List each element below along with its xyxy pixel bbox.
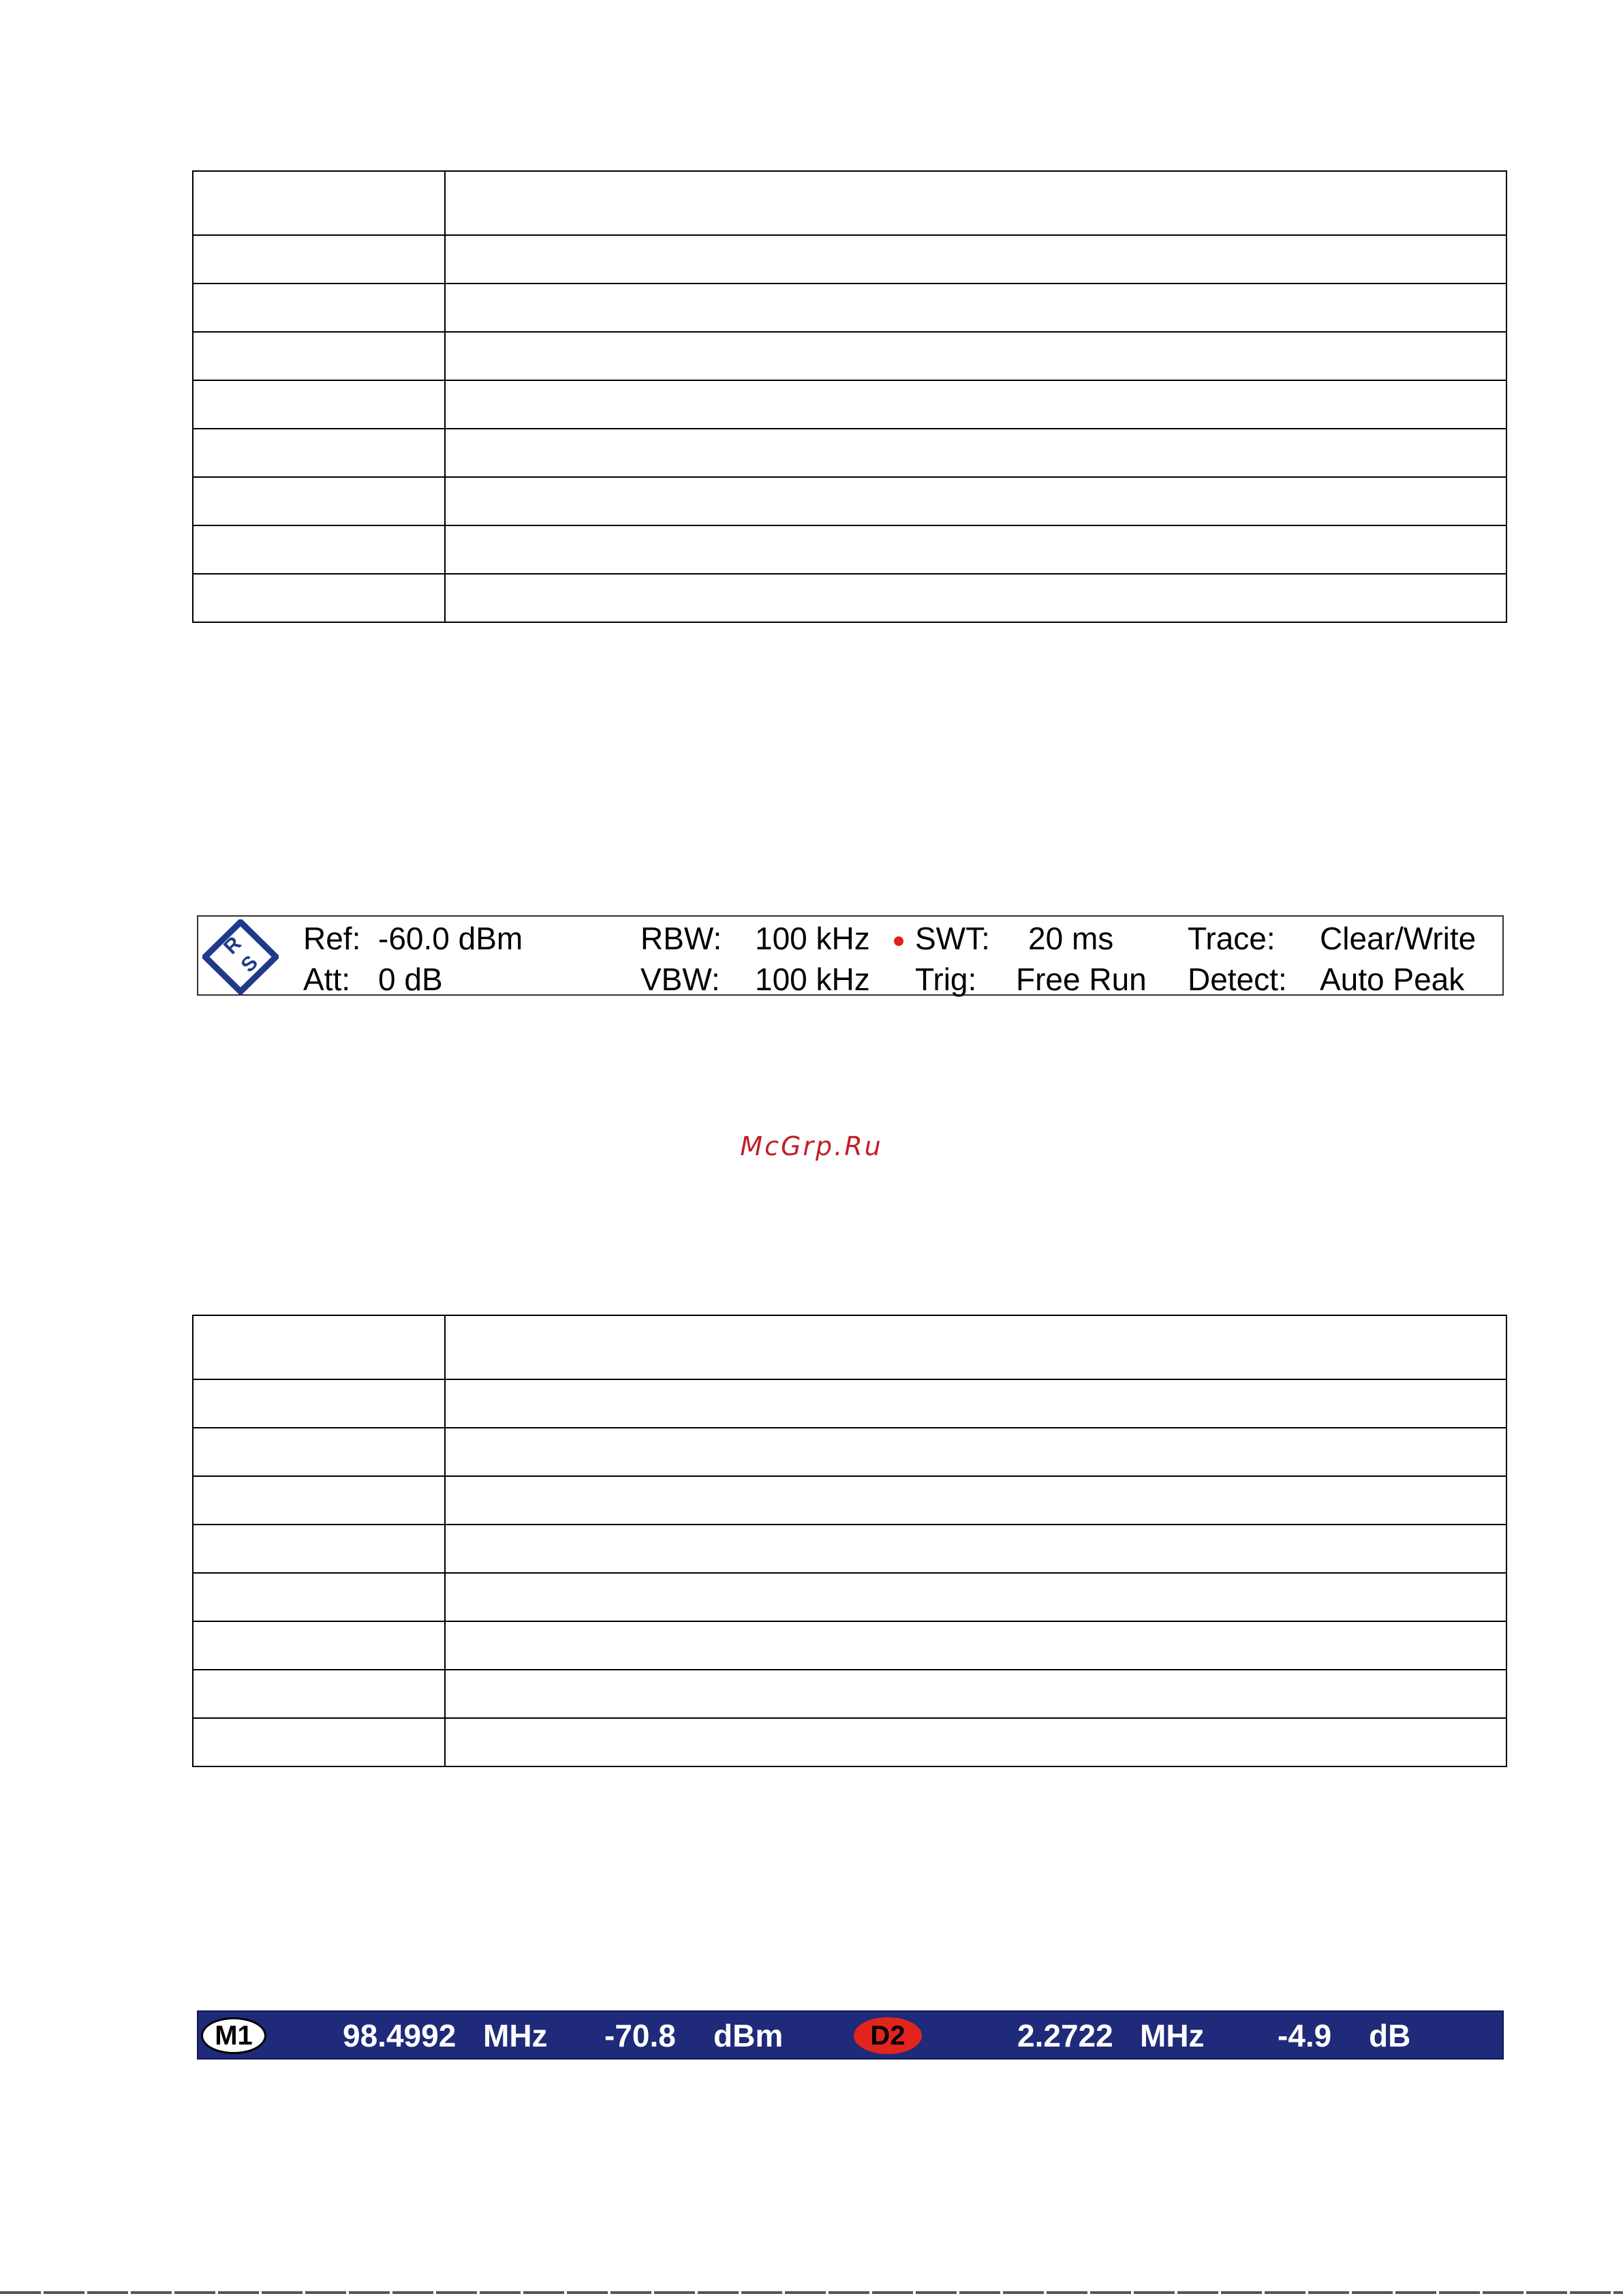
svg-text:S: S [236,951,262,977]
marker-info-bar [197,2010,1504,2060]
table-cell [193,1621,445,1670]
table-cell [193,284,445,332]
table-cell [445,1525,1506,1573]
table-cell [193,1315,445,1379]
table-cell [193,235,445,284]
d2-frequency: 2.2722 [1017,2018,1113,2053]
table-cell [193,1428,445,1476]
empty-table-top [192,170,1507,623]
m1-frequency-unit: MHz [483,2018,548,2053]
ref-label: Ref: [303,921,361,956]
m1-level: -70.8 [604,2018,676,2053]
table-cell [193,380,445,429]
trace-label: Trace: [1188,921,1276,956]
table-cell [445,429,1506,477]
rohde-schwarz-logo-icon [202,919,279,994]
table-cell [193,1379,445,1428]
d2-level: -4.9 [1278,2018,1332,2053]
table-cell [445,1670,1506,1718]
marker-m1-badge: M1 [201,2017,266,2054]
page-bottom-rule [0,2291,1623,2294]
table-cell [193,1573,445,1621]
detect-label: Detect: [1188,962,1287,997]
table-cell [445,574,1506,622]
table-cell [193,1476,445,1525]
rbw-value: 100 kHz [755,921,870,956]
table-cell [193,1525,445,1573]
table-cell [193,1718,445,1766]
att-label: Att: [303,962,351,997]
table-cell [445,1379,1506,1428]
table-cell [445,284,1506,332]
trace-value: Clear/Write [1320,921,1477,956]
instrument-status-bar [197,915,1504,996]
table-cell [445,1718,1506,1766]
table-cell [193,477,445,525]
vbw-label: VBW: [640,962,720,997]
d2-level-unit: dB [1369,2018,1411,2053]
swt-indicator-dot [894,936,903,946]
rbw-label: RBW: [640,921,722,956]
trig-value: Free Run [1016,962,1147,997]
table-cell [445,380,1506,429]
table-cell [445,477,1506,525]
table-cell [445,235,1506,284]
att-value: 0 dB [378,962,443,997]
m1-level-unit: dBm [713,2018,784,2053]
table-cell [445,1573,1506,1621]
ref-value: -60.0 dBm [378,921,523,956]
empty-table-bottom [192,1315,1507,1767]
table-cell [193,171,445,235]
delta-d2-badge: D2 [854,2017,922,2054]
swt-value: 20 ms [1028,921,1114,956]
table-cell [445,1315,1506,1379]
table-cell [193,525,445,574]
table-cell [193,1670,445,1718]
m1-frequency: 98.4992 [343,2018,457,2053]
watermark-text: McGrp.Ru [740,1131,883,1161]
table-cell [193,332,445,380]
table-cell [445,1428,1506,1476]
table-cell [193,574,445,622]
detect-value: Auto Peak [1320,962,1465,997]
trig-label: Trig: [915,962,977,997]
vbw-value: 100 kHz [755,962,870,997]
swt-label: SWT: [915,921,990,956]
table-cell [445,1476,1506,1525]
d2-frequency-unit: MHz [1140,2018,1205,2053]
table-cell [445,332,1506,380]
table-cell [445,525,1506,574]
table-cell [445,171,1506,235]
svg-text:R: R [219,932,246,959]
table-cell [445,1621,1506,1670]
table-cell [193,429,445,477]
